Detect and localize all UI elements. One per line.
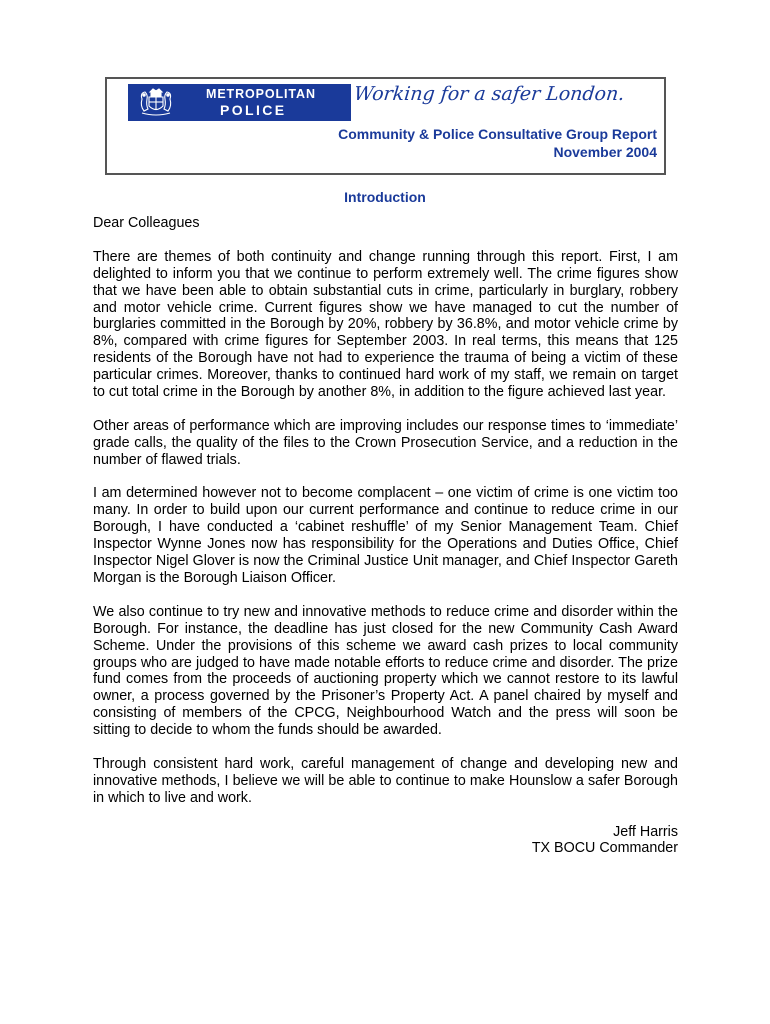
paragraph-improving-areas: Other areas of performance which are improving includes our response times to ‘immediate’ grade calls, the quality of the files to the Crown Prosecution Service, and a reduction in the number of flawed trials. — [93, 417, 678, 468]
section-heading: Introduction — [344, 189, 426, 205]
report-title-block — [338, 125, 657, 161]
signature-name: Jeff Harris — [613, 823, 678, 840]
crest-icon — [136, 87, 176, 118]
signature-block — [93, 824, 678, 858]
paragraph-performance: There are themes of both continuity and change running through this report. First, I am delighted to inform you that we continue to perform extremely well. The crime figures show that we have been able to obtain substantial cuts in crime, particularly in burglary, robbery and motor vehicle crime. Current figures show we have managed to cut the number of burglaries committed in the Borough by 20%, robbery by 36.8%, and motor vehicle crime by 8%, compared with crime figures for September 2003. In real terms, this means that 125 residents of the Borough have not had to experience the trauma of being a victim of these particular crimes. Moreover, thanks to continued hard work of my staff, we remain on target to cut total crime in the Borough by another 8%, in addition to the figure achieved last year. — [93, 248, 678, 401]
paragraph-cash-award-scheme: We also continue to try new and innovative methods to reduce crime and disorder within the Borough. For instance, the deadline has just closed for the new Community Cash Award Scheme. Under the provisions of this scheme we award cash prizes to local community groups who are judged to have made notable efforts to reduce crime and disorder. The prize fund comes from the proceeds of auctioning property which we cannot restore to its lawful owner, a process governed by the Prisoner’s Property Act. A panel chaired by myself and consisting of members of the CPCG, Neighbourhood Watch and the press will soon be sitting to decide to whom the funds should be awarded. — [93, 603, 678, 739]
signature-title: TX BOCU Commander — [531, 840, 678, 857]
paragraph-management-team: I am determined however not to become complacent – one victim of crime is one victim too many. In order to build upon our current performance and continue to reduce crime in our Borough, I have conducted a ‘cabinet reshuffle’ of my Senior Management Team. Chief Inspector Wynne Jones now has responsibility for the Operations and Duties Office, Chief Inspector Nigel Glover is now the Criminal Justice Unit manager, and Chief Inspector Gareth Morgan is the Borough Liaison Officer. — [93, 485, 678, 586]
salutation: Dear Colleagues — [93, 215, 200, 231]
report-date: November 2004 — [553, 144, 657, 160]
tagline: Working for a safer London. — [352, 83, 626, 105]
report-header — [105, 77, 666, 175]
logo-line-police: POLICE — [220, 102, 287, 118]
report-title: Community & Police Consultative Group Report — [338, 126, 657, 142]
paragraph-conclusion: Through consistent hard work, careful management of change and developing new and innovative methods, I believe we will be able to continue to make Hounslow a safer Borough in which to live and work. — [93, 755, 678, 806]
metropolitan-police-logo — [128, 84, 351, 121]
letter-body — [93, 215, 678, 857]
logo-line-metropolitan: METROPOLITAN — [206, 87, 316, 101]
